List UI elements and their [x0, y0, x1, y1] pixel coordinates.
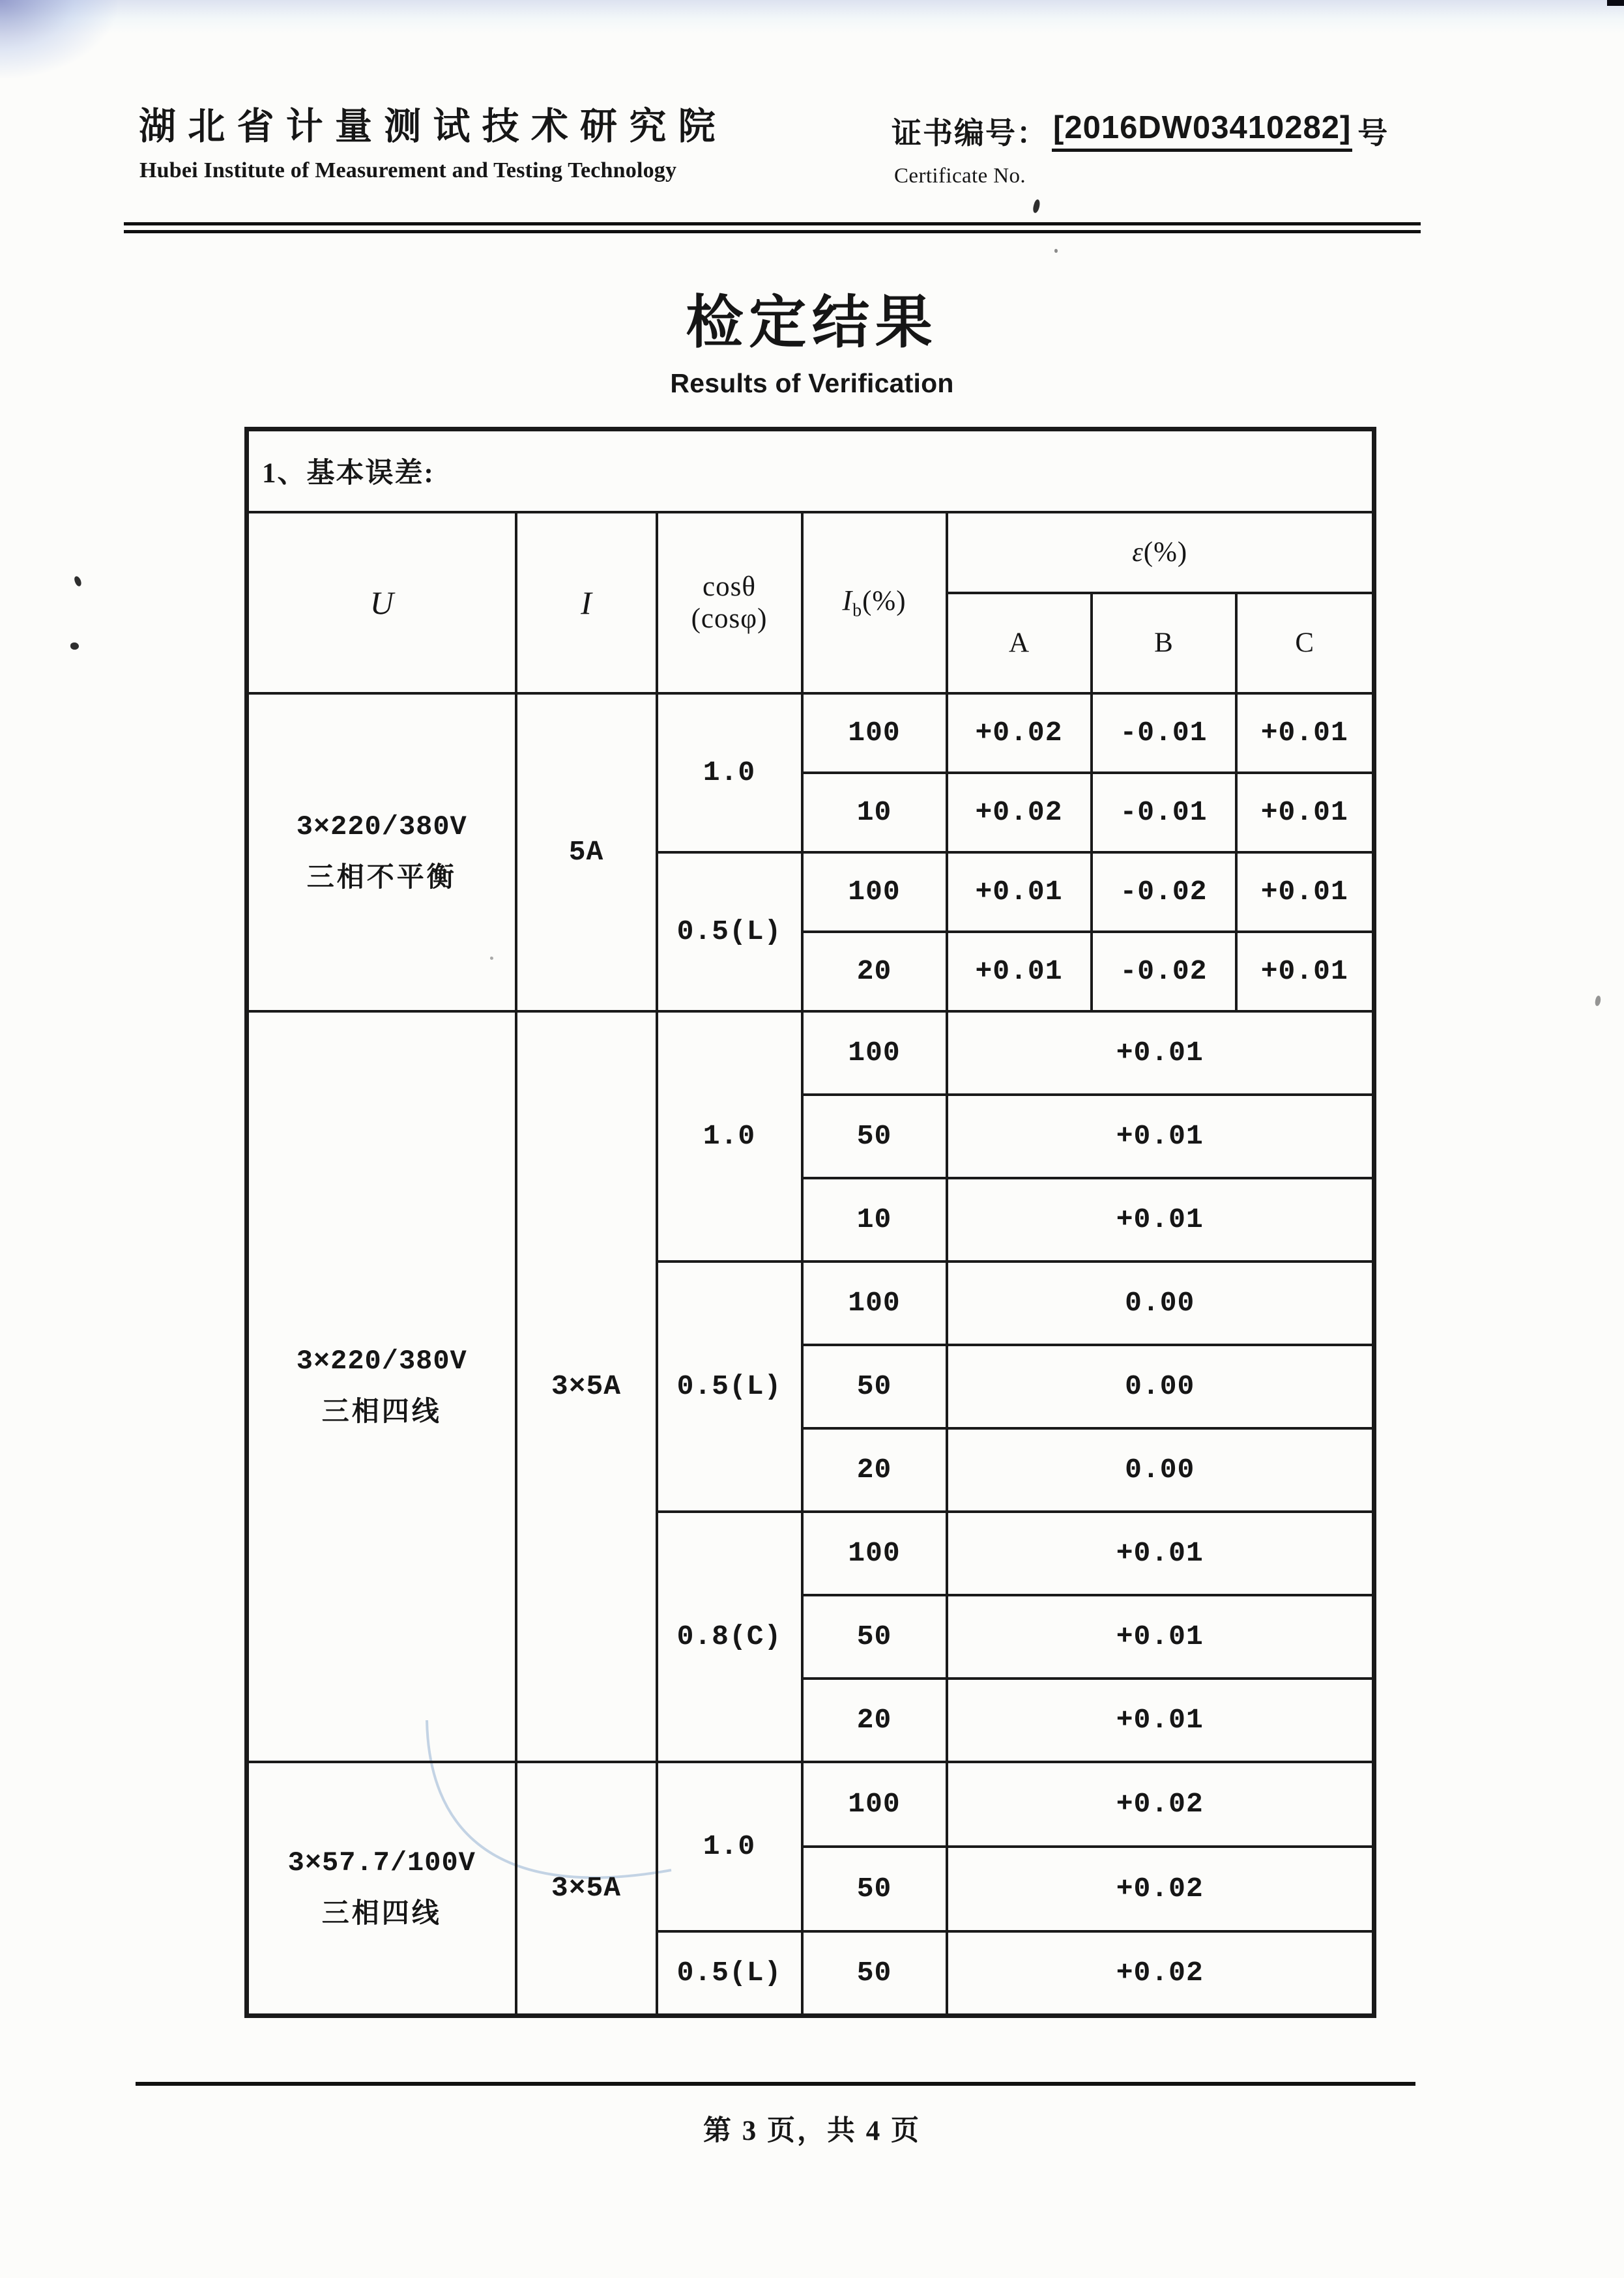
eps-merged-cell: +0.02	[947, 1847, 1374, 1931]
i-cell: 3×5A	[516, 1762, 657, 2016]
cos-header-cell	[657, 512, 802, 693]
page-title-en: Results of Verification	[670, 368, 954, 398]
eps-merged-cell: +0.01	[947, 1679, 1374, 1762]
cos-cell: 0.5(L)	[657, 1931, 802, 2016]
cos-cell: 1.0	[657, 1011, 802, 1262]
u-wiring: 三相四线	[321, 1396, 442, 1427]
u-value: 3×220/380V	[296, 1345, 467, 1377]
u-cell	[247, 1762, 516, 2016]
ib-subscript: b	[852, 600, 863, 621]
scan-speck	[70, 642, 79, 650]
ib-cell: 50	[802, 1847, 947, 1931]
cos-cell: 0.8(C)	[657, 1512, 802, 1762]
ib-cell: 100	[802, 1762, 947, 1847]
i-cell: 3×5A	[516, 1011, 657, 1762]
ib-unit: (%)	[862, 585, 906, 616]
cos-theta-label: cosθ	[703, 571, 756, 602]
table-row	[247, 1011, 1374, 1095]
cos-cell: 0.5(L)	[657, 852, 802, 1011]
epsilon-unit: (%)	[1143, 537, 1188, 568]
scan-speck	[74, 575, 83, 587]
eps-b-cell: -0.02	[1092, 852, 1236, 932]
certificate-suffix: 号	[1357, 117, 1388, 150]
ib-header-cell	[802, 512, 947, 693]
header-rule-bottom	[124, 230, 1421, 233]
eps-merged-cell: 0.00	[947, 1262, 1374, 1345]
eps-c-cell: +0.01	[1236, 773, 1374, 852]
phase-a-header: A	[947, 593, 1092, 693]
u-cell	[247, 693, 516, 1011]
eps-merged-cell: +0.01	[947, 1095, 1374, 1178]
org-name-en: Hubei Institute of Measurement and Testing Technology	[139, 158, 677, 182]
eps-merged-cell: +0.01	[947, 1011, 1374, 1095]
u-cell	[247, 1011, 516, 1762]
table-row	[247, 693, 1374, 773]
eps-merged-cell: +0.01	[947, 1512, 1374, 1595]
eps-a-cell: +0.01	[947, 932, 1092, 1011]
eps-merged-cell: +0.01	[947, 1595, 1374, 1679]
scan-speck	[1054, 249, 1058, 253]
scan-speck	[1594, 995, 1601, 1006]
eps-c-cell: +0.01	[1236, 932, 1374, 1011]
u-wiring: 三相不平衡	[306, 862, 457, 893]
u-value: 3×57.7/100V	[287, 1847, 476, 1879]
eps-merged-cell: 0.00	[947, 1345, 1374, 1428]
u-symbol: U	[370, 584, 394, 621]
eps-merged-cell: +0.01	[947, 1178, 1374, 1262]
ib-cell: 100	[802, 1262, 947, 1345]
ib-cell: 50	[802, 1095, 947, 1178]
eps-c-cell: +0.01	[1236, 693, 1374, 773]
ib-cell: 20	[802, 1679, 947, 1762]
ib-cell: 100	[802, 693, 947, 773]
table-row	[247, 429, 1374, 512]
header-rule-top	[124, 222, 1421, 225]
ib-cell: 100	[802, 1512, 947, 1595]
phase-c-header: C	[1236, 593, 1374, 693]
eps-c-cell: +0.01	[1236, 852, 1374, 932]
i-cell: 5A	[516, 693, 657, 1011]
i-header-cell	[516, 512, 657, 693]
eps-a-cell: +0.02	[947, 693, 1092, 773]
scan-edge-noise	[0, 0, 1624, 34]
page-title-zh: 检定结果	[686, 292, 938, 355]
ib-cell: 50	[802, 1931, 947, 2016]
eps-merged-cell: 0.00	[947, 1428, 1374, 1512]
u-value: 3×220/380V	[296, 811, 467, 843]
ib-cell: 10	[802, 1178, 947, 1262]
section-label-cell: 1、基本误差:	[247, 429, 1374, 512]
eps-merged-cell: +0.02	[947, 1762, 1374, 1847]
phase-b-header: B	[1092, 593, 1236, 693]
cos-cell: 1.0	[657, 1762, 802, 1931]
epsilon-header-cell	[947, 512, 1374, 593]
eps-b-cell: -0.02	[1092, 932, 1236, 1011]
ib-cell: 50	[802, 1345, 947, 1428]
i-symbol: I	[581, 584, 592, 621]
certificate-label-zh: 证书编号：	[892, 117, 1048, 150]
footer-rule	[136, 2082, 1415, 2086]
org-name-zh: 湖北省计量测试技术研究院	[139, 106, 727, 147]
eps-a-cell: +0.02	[947, 773, 1092, 852]
eps-merged-cell: +0.02	[947, 1931, 1374, 2016]
ib-cell: 100	[802, 1011, 947, 1095]
ib-symbol: I	[842, 584, 853, 616]
ib-cell: 20	[802, 932, 947, 1011]
certificate-label-en: Certificate No.	[894, 164, 1026, 188]
basic-error-table	[244, 427, 1376, 2018]
eps-a-cell: +0.01	[947, 852, 1092, 932]
table-header-row	[247, 512, 1374, 593]
u-wiring: 三相四线	[321, 1898, 442, 1929]
ib-cell: 100	[802, 852, 947, 932]
certificate-number-block	[892, 109, 1387, 152]
page-number: 第 3 页，共 4 页	[703, 2116, 921, 2146]
ib-cell: 20	[802, 1428, 947, 1512]
cos-cell: 1.0	[657, 693, 802, 852]
scan-speck	[1032, 199, 1041, 214]
ib-cell: 10	[802, 773, 947, 852]
cos-cell: 0.5(L)	[657, 1262, 802, 1512]
eps-b-cell: -0.01	[1092, 773, 1236, 852]
table-row	[247, 1762, 1374, 1847]
certificate-number: [2016DW03410282]	[1052, 109, 1352, 152]
u-header-cell	[247, 512, 516, 693]
ib-cell: 50	[802, 1595, 947, 1679]
eps-b-cell: -0.01	[1092, 693, 1236, 773]
scan-corner-smudge	[0, 0, 117, 78]
cos-phi-label: (cosφ)	[691, 603, 768, 634]
scan-corner-mark	[1607, 0, 1624, 6]
epsilon-symbol: ε	[1132, 538, 1144, 568]
